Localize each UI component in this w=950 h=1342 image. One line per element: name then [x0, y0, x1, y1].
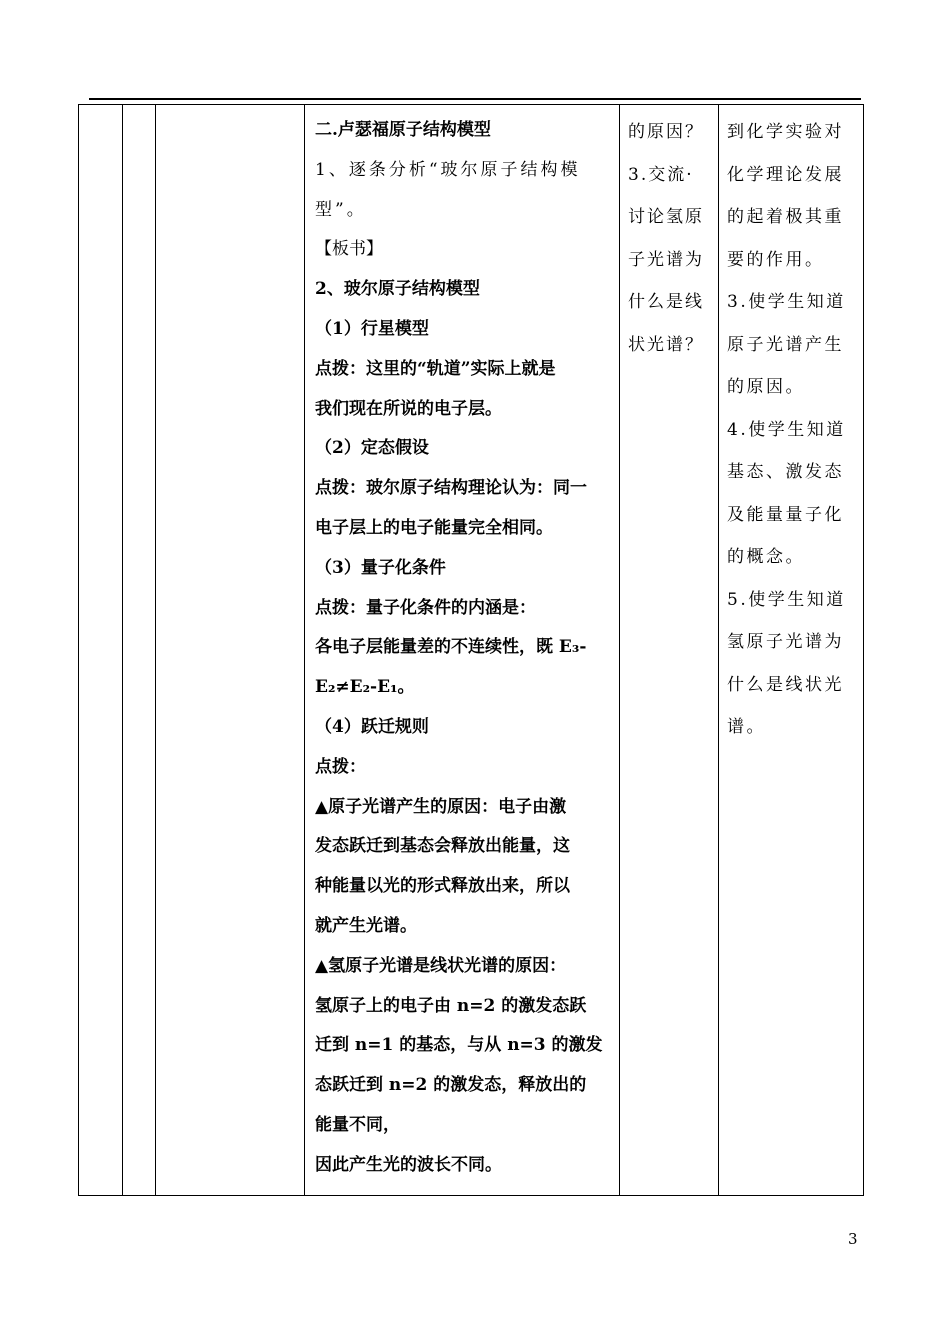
content-line: 因此产生光的波长不同。 — [315, 1154, 502, 1175]
intent-line: 氢原子光谱为 — [727, 632, 844, 652]
intent-line: 5.使学生知道 — [727, 589, 846, 610]
content-line: 点拨：量子化条件的内涵是： — [315, 597, 536, 618]
activity-line: 子光谱为 — [628, 249, 704, 270]
intent-line: 谱。 — [727, 717, 766, 737]
content-line: 能量不同， — [315, 1114, 400, 1135]
header-rule — [89, 98, 861, 100]
content-line: E₂≠E₂-E₁。 — [315, 677, 415, 698]
intent-line: 的原因。 — [727, 377, 805, 397]
content-line: 二.卢瑟福原子结构模型 — [315, 120, 491, 140]
intent-line: 的起着极其重 — [727, 207, 844, 227]
intent-line: 到化学实验对 — [727, 122, 844, 142]
content-line: （4）跃迁规则 — [315, 716, 429, 737]
intent-line: 3.使学生知道 — [727, 292, 846, 312]
content-line: 点拨：这里的“轨道”实际上就是 — [315, 358, 556, 379]
activity-line: 什么是线 — [628, 292, 704, 312]
content-line: 点拨：玻尔原子结构理论认为：同一 — [315, 478, 587, 499]
content-line: 氢原子上的电子由 n=2 的激发态跃 — [315, 995, 587, 1016]
teaching-content-cell — [305, 105, 619, 1195]
content-line: 电子层上的电子能量完全相同。 — [315, 517, 553, 538]
content-line: 2、玻尔原子结构模型 — [315, 279, 480, 300]
design-intent-cell — [719, 105, 865, 1195]
intent-line: 化学理论发展 — [727, 164, 844, 185]
content-line: 各电子层能量差的不连续性，既 E₃- — [315, 637, 587, 658]
activity-line: 讨论氢原 — [628, 207, 704, 227]
content-line: 【板书】 — [315, 239, 383, 260]
activity-line: 状光谱？ — [628, 334, 704, 355]
content-line: ▲原子光谱产生的原因：电子由激 — [315, 796, 567, 817]
content-line: （2）定态假设 — [315, 438, 429, 459]
column-divider — [122, 105, 123, 1195]
content-line: 点拨： — [315, 756, 366, 777]
page-number: 3 — [848, 1230, 858, 1248]
content-line: 就产生光谱。 — [315, 915, 417, 936]
content-line: （1）行星模型 — [315, 318, 429, 339]
intent-line: 及能量量子化 — [727, 504, 844, 525]
intent-line: 原子光谱产生 — [727, 334, 844, 355]
content-line: （3）量子化条件 — [315, 557, 446, 578]
content-line: 1、逐条分析“玻尔原子结构模 — [315, 159, 581, 180]
content-line: 型”。 — [315, 199, 367, 220]
student-activity-cell — [620, 105, 718, 1195]
content-line: 发态跃迁到基态会释放出能量，这 — [315, 836, 570, 857]
content-line: ▲氢原子光谱是线状光谱的原因： — [315, 955, 567, 976]
lesson-table — [78, 104, 864, 1196]
content-line: 种能量以光的形式释放出来，所以 — [315, 876, 570, 897]
content-line: 态跃迁到 n=2 的激发态，释放出的 — [315, 1075, 587, 1096]
intent-line: 基态、激发态 — [727, 462, 844, 482]
activity-line: 3.交流· — [628, 164, 694, 185]
intent-line: 什么是线状光 — [727, 674, 844, 695]
column-divider — [155, 105, 156, 1195]
intent-line: 4.使学生知道 — [727, 419, 846, 440]
intent-line: 要的作用。 — [727, 249, 825, 270]
content-line: 迁到 n=1 的基态，与从 n=3 的激发 — [315, 1035, 603, 1056]
intent-line: 的概念。 — [727, 547, 805, 567]
activity-line: 的原因？ — [628, 122, 704, 142]
content-line: 我们现在所说的电子层。 — [315, 398, 502, 419]
